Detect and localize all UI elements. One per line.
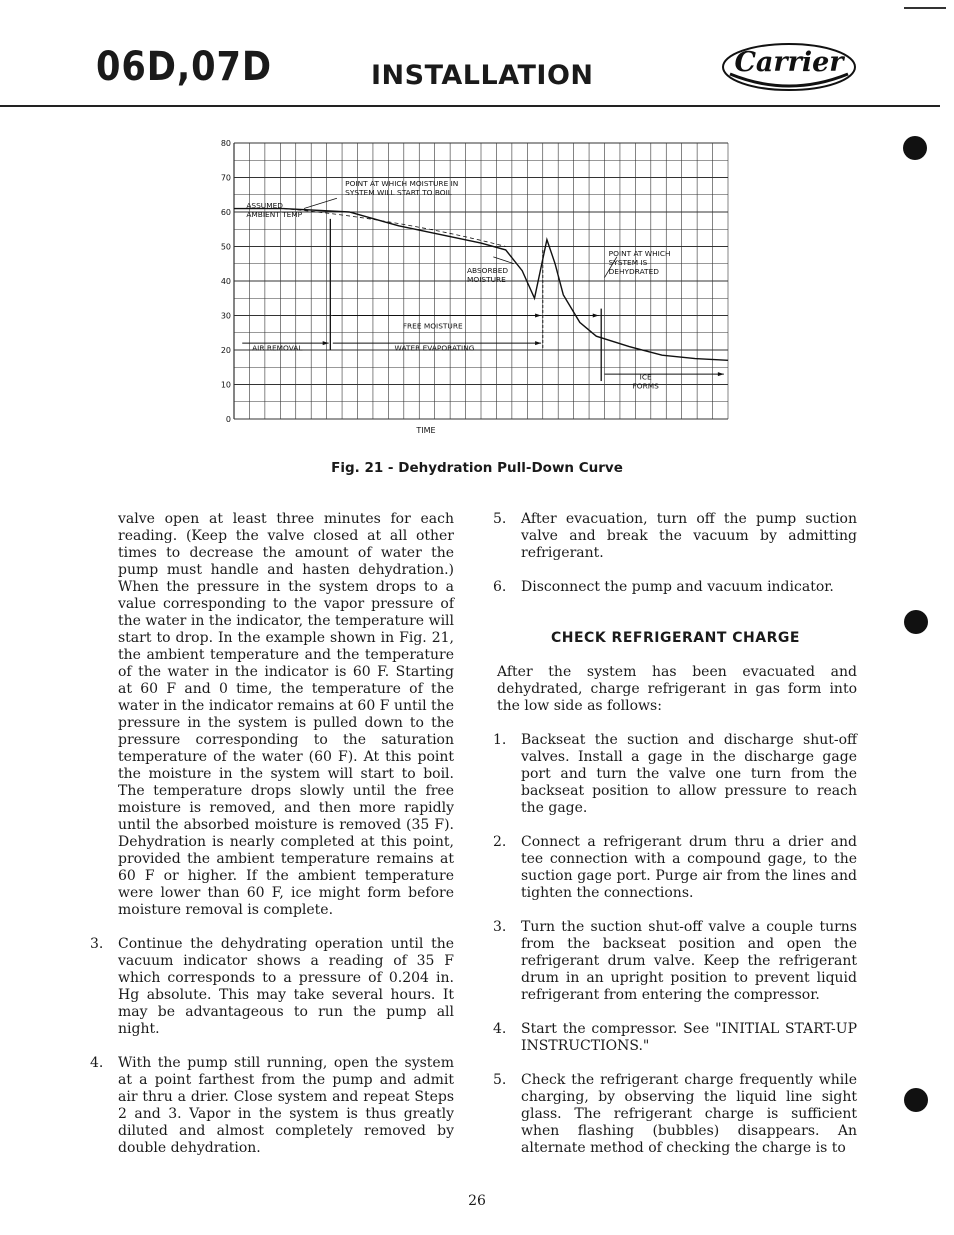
list-item [493,579,857,596]
paragraph: valve open at least three minutes for each reading. (Keep the valve closed at all other times to decrease the amount of water the pump must handle and hasten dehydration.) When the pressure in the system drops to a value corresponding to the vapor pressure of the water in the indicator, the temperature will start to drop. In the example shown in Fig. 21, the ambient temperature and the temperature of the water in the indicator is 60 F. Starting at 60 F and 0 time, the temperature of the water in the indicator remains at 60 F until the pressure in the system is pulled down to the pressure corresponding to the saturation temperature of the water (60 F). At this point the moisture in the system will start to boil. The temperature drops slowly until the free moisture is removed, and then more rapidly until the absorbed moisture is removed (35 F). Dehydration is nearly completed at this point, provided the ambient temperature remains at 60 F or higher. If the ambient temperature were lower than 60 F, ice might form before moisture removal is complete. [118,511,454,918]
binder-hole [904,610,928,634]
item-number: 3. [90,936,104,952]
item-number: 4. [90,1055,104,1071]
item-text: After evacuation, turn off the pump suction valve and break the vacuum by admitting refrigerant. [521,511,857,561]
dehydration-chart [216,137,736,437]
logo-text: Carrier [734,47,844,78]
arrow-head [323,341,329,345]
item-number: 3. [493,919,507,935]
list-item [90,936,454,1038]
item-text: Disconnect the pump and vacuum indicator. [521,579,834,595]
arrow-head [718,372,724,376]
y-tick-label: 80 [220,139,231,148]
list-item [493,511,857,562]
section-title: INSTALLATION [371,60,594,91]
y-tick-label: 10 [220,380,231,390]
item-text: Start the compressor. See "INITIAL START-UP INSTRUCTIONS." [521,1021,857,1054]
annotation-boil-start: SYSTEM WILL START TO BOIL [345,188,452,198]
y-tick-label: 30 [220,311,231,321]
annotation-free-moisture: FREE MOISTURE [402,321,463,331]
arrow-head [535,341,541,345]
left-column [90,511,454,1157]
y-tick-label: 60 [220,208,231,217]
list-item [493,919,857,1004]
item-number: 5. [493,1072,507,1088]
item-text: Turn the suction shut-off valve a couple turns from the backseat position and open the refrigerant drum valve. Keep the refrigerant drum in an upright position to prevent liquid refrigerant from entering the compressor. [521,919,857,1003]
annotation-ice-forms: ICE [639,372,652,382]
x-axis-label: TIME [416,426,436,435]
list-item [493,732,857,817]
list-item [90,1055,454,1157]
annotation-dehydrated: POINT AT WHICH [608,248,671,258]
list-item [493,834,857,902]
annotation-ambient-temp: AMBIENT TEMP [246,209,303,219]
y-tick-label: 40 [220,277,231,286]
item-text: Connect a refrigerant drum thru a drier and tee connection with a compound gage, to the suction gage port. Purge air from the lines and tighten the connections. [521,834,857,901]
model-number: 06D,07D [96,44,272,90]
annotation-dehydrated: SYSTEM IS [608,257,648,267]
y-tick-label: 70 [220,173,231,183]
list-item [493,1021,857,1055]
y-tick-label: 20 [220,346,231,355]
item-text: Check the refrigerant charge frequently while charging, by observing the liquid line sight glass. The refrigerant charge is sufficient when flashing (bubbles) disappears. An alternate method of checking the charge is to [521,1072,857,1156]
right-column [493,511,857,1157]
page-number: 26 [468,1193,486,1209]
item-text: Continue the dehydrating operation until the vacuum indicator shows a reading of 35 F which corresponds to a pressure of 0.204 in. Hg absolute. This may take several hours. It may be advantageous to run the pump all night. [118,936,454,1037]
item-text: With the pump still running, open the system at a point farthest from the pump and admit air thru a drier. Close system and repeat Steps 2 and 3. Vapor in the system is thus greatly diluted and almost completely removed by double dehydration. [118,1055,454,1156]
item-text: Backseat the suction and discharge shut-off valves. Install a gage in the discharge gage port and turn the valve one turn from the backseat position to allow pressure to reach the gage. [521,732,857,816]
carrier-logo [720,40,858,94]
annotation-dehydrated: DEHYDRATED [608,266,659,276]
item-number: 6. [493,579,507,595]
binder-hole [903,136,927,160]
y-tick-label: 0 [225,415,231,424]
y-tick-label: 50 [220,242,231,252]
intro-paragraph: After the system has been evacuated and dehydrated, charge refrigerant in gas form into the low side as follows: [497,664,857,714]
item-number: 2. [493,834,507,850]
arrow-head [535,314,541,318]
annotation-ambient-temp: ASSUMED [246,200,283,210]
binder-hole [904,1088,928,1112]
annotation-ice-forms: FORMS [632,381,659,391]
section-heading: CHECK REFRIGERANT CHARGE [551,630,800,646]
figure-caption: Fig. 21 - Dehydration Pull-Down Curve [331,460,623,476]
annotation-water-evaporating: WATER EVAPORATING [394,343,475,353]
leader-line [304,198,337,208]
item-number: 1. [493,732,507,748]
header-rule [0,105,940,107]
item-number: 4. [493,1021,507,1037]
arrow-head [593,314,599,318]
annotation-absorbed-moisture: ABSORBED [467,266,509,276]
item-number: 5. [493,511,507,527]
annotation-absorbed-moisture: MOISTURE [467,275,506,285]
list-item [493,1072,857,1157]
annotation-air-removal: AIR REMOVAL [252,343,303,353]
annotation-boil-start: POINT AT WHICH MOISTURE IN [345,179,459,189]
corner-mark [904,7,946,9]
